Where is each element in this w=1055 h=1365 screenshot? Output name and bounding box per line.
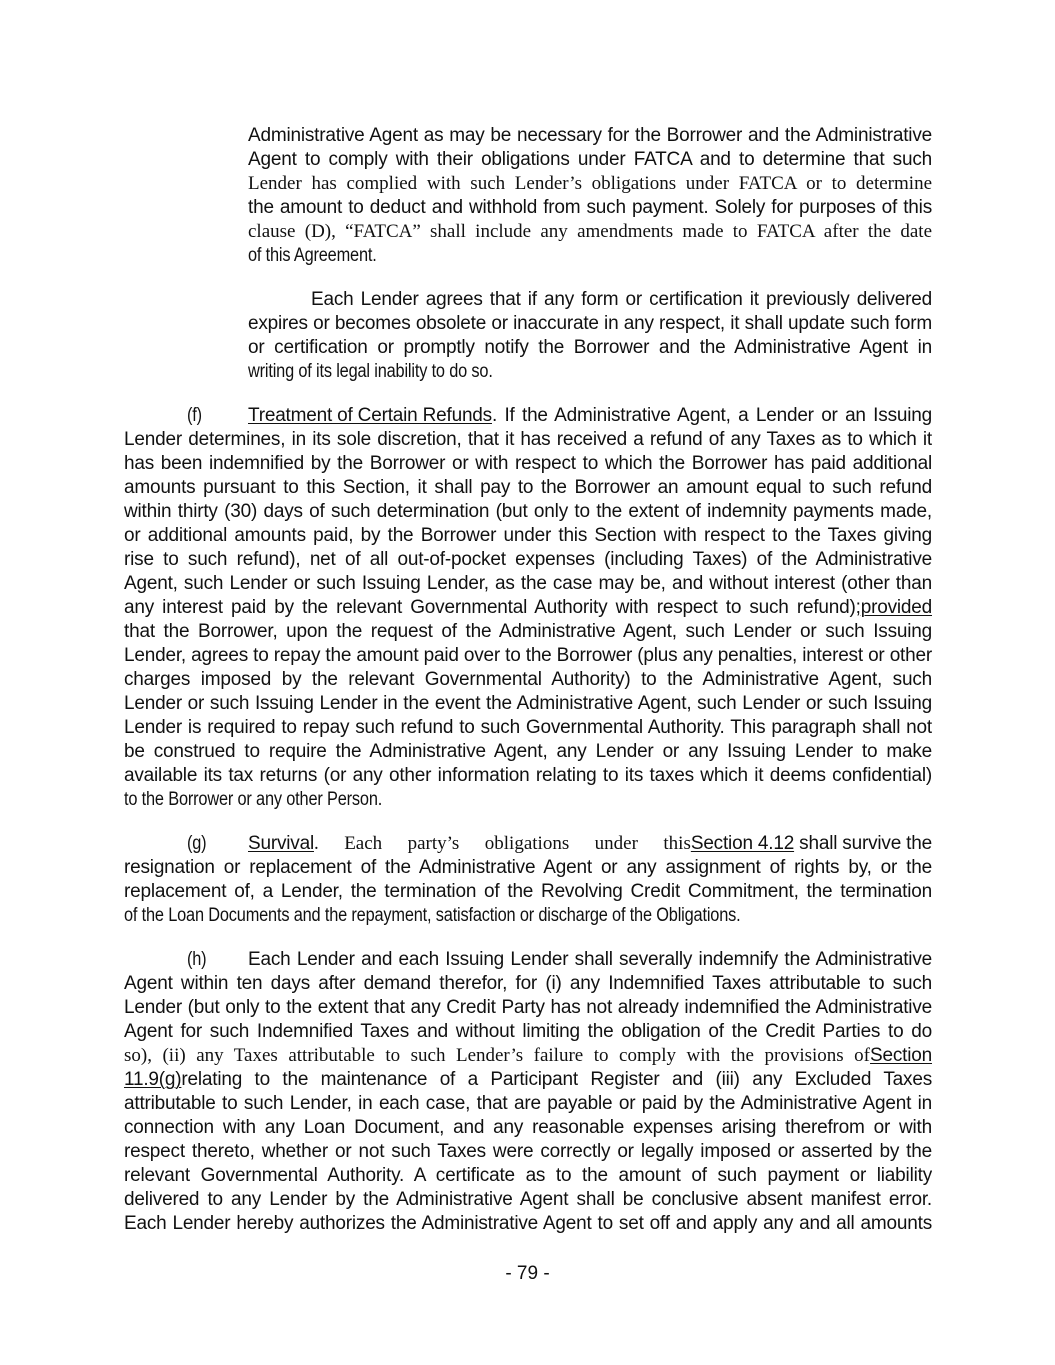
text-line: expires or becomes obsolete or inaccurate in any respect, it shall update such form [248, 313, 932, 334]
provided-term: provided [860, 597, 932, 618]
text-line: rise to such refund), net of all out-of-pocket expenses (including Taxes) of the Administrative [124, 549, 932, 570]
section-reference: 11.9(g) [124, 1069, 182, 1090]
text-line: attributable to such Lender, in each case, that are payable or paid by the Administrative Agent in [124, 1093, 932, 1114]
text-line: to the Borrower or any other Person. [124, 789, 383, 810]
text-line: Lender or such Issuing Lender in the event the Administrative Agent, such Lender or such Issuing [124, 693, 932, 714]
text-line: Agent for such Indemnified Taxes and without limiting the obligation of the Credit Parties to do [124, 1021, 932, 1042]
text-line: Administrative Agent as may be necessary for the Borrower and the Administrative [248, 125, 932, 146]
provided-line [124, 596, 932, 620]
text-line: Lender has complied with such Lender’s obligations under FATCA or to determine [248, 173, 932, 194]
section-heading-line [248, 832, 932, 856]
text-line: writing of its legal inability to do so. [248, 361, 493, 382]
page-number: - 79 - [505, 1263, 550, 1284]
text-line: Agent within ten days after demand therefor, for (i) any Indemnified Taxes attributable to such [124, 973, 932, 994]
text-line: be construed to require the Administrative Agent, any Lender or any Issuing Lender to make [124, 741, 932, 762]
text-line: or certification or promptly notify the Borrower and the Administrative Agent in [248, 337, 932, 358]
section-reference: Section 4.12 [690, 833, 795, 854]
text-line: has been indemnified by the Borrower or with respect to which the Borrower has paid additional [124, 453, 932, 474]
text-line: that the Borrower, upon the request of the Administrative Agent, such Lender or such Issuing [124, 621, 932, 642]
section-label: (g) [187, 833, 207, 854]
text-line: of this Agreement. [248, 245, 377, 266]
text-line: Agent to comply with their obligations under FATCA and to determine that such [248, 149, 932, 170]
text-line: Each Lender and each Issuing Lender shall severally indemnify the Administrative [248, 949, 932, 970]
text-span: any interest paid by the relevant Governmental Authority with respect to such refund); [124, 597, 861, 618]
text-line: Agent, such Lender or such Issuing Lender, as the case may be, and without interest (other than [124, 573, 932, 594]
text-line: resignation or replacement of the Administrative Agent or any assignment of rights by, or the [124, 857, 932, 878]
text-line: amounts pursuant to this Section, it shall pay to the Borrower an amount equal to such refund [124, 477, 932, 498]
text-line: respect thereto, whether or not such Taxes were correctly or legally imposed or asserted by the [124, 1141, 932, 1162]
text-span: so), (ii) any Taxes attributable to such Lender’s failure to comply with the provisions of [124, 1045, 871, 1066]
section-heading: Treatment of Certain Refunds [248, 405, 492, 426]
text-line: replacement of, a Lender, the termination of the Revolving Credit Commitment, the termination [124, 881, 932, 902]
text-line: connection with any Loan Document, and any reasonable expenses arising therefrom or with [124, 1117, 932, 1138]
text-line: charges imposed by the relevant Governmental Authority) to the Administrative Agent, such [124, 669, 932, 690]
text-line: of the Loan Documents and the repayment, satisfaction or discharge of the Obligations. [124, 905, 741, 926]
text-line: Lender (but only to the extent that any Credit Party has not already indemnified the Administrative [124, 997, 932, 1018]
text-line: Lender is required to repay such refund to such Governmental Authority. This paragraph shall not [124, 717, 932, 738]
serif-line [124, 1044, 932, 1068]
text-span: shall survive the [794, 833, 932, 854]
text-line: within thirty (30) days of such determination (but only to the extent of indemnity payments made, [124, 501, 932, 522]
section-heading-line [248, 404, 932, 428]
text-line: clause (D), “FATCA” shall include any amendments made to FATCA after the date [248, 221, 932, 242]
text-line: Lender determines, in its sole discretion, that it has received a refund of any Taxes as to which it [124, 429, 932, 450]
text-line: Each Lender agrees that if any form or certification it previously delivered [311, 289, 932, 310]
text-line: relevant Governmental Authority. A certificate as to the amount of such payment or liability [124, 1165, 932, 1186]
section-reference: Section [870, 1045, 932, 1066]
text-line: delivered to any Lender by the Administrative Agent shall be conclusive absent manifest error. [124, 1189, 932, 1210]
text-line: the amount to deduct and withhold from such payment. Solely for purposes of this [248, 197, 932, 218]
section-label: (h) [187, 949, 207, 970]
text-span: . Each party’s obligations under this [313, 833, 691, 854]
text-line: or additional amounts paid, by the Borrower under this Section with respect to the Taxes giving [124, 525, 932, 546]
section-label: (f) [187, 405, 202, 426]
text-line: Each Lender hereby authorizes the Administrative Agent to set off and apply any and all amounts [124, 1213, 932, 1234]
section-heading: Survival [248, 833, 314, 854]
text-line: Lender, agrees to repay the amount paid over to the Borrower (plus any penalties, interest or other [124, 645, 932, 666]
text-span: relating to the maintenance of a Participant Register and (iii) any Excluded Taxes [181, 1069, 932, 1090]
text-line: available its tax returns (or any other information relating to its taxes which it deems confidential) [124, 765, 932, 786]
text-span: . If the Administrative Agent, a Lender or an Issuing [491, 405, 932, 426]
reference-line [124, 1068, 932, 1092]
